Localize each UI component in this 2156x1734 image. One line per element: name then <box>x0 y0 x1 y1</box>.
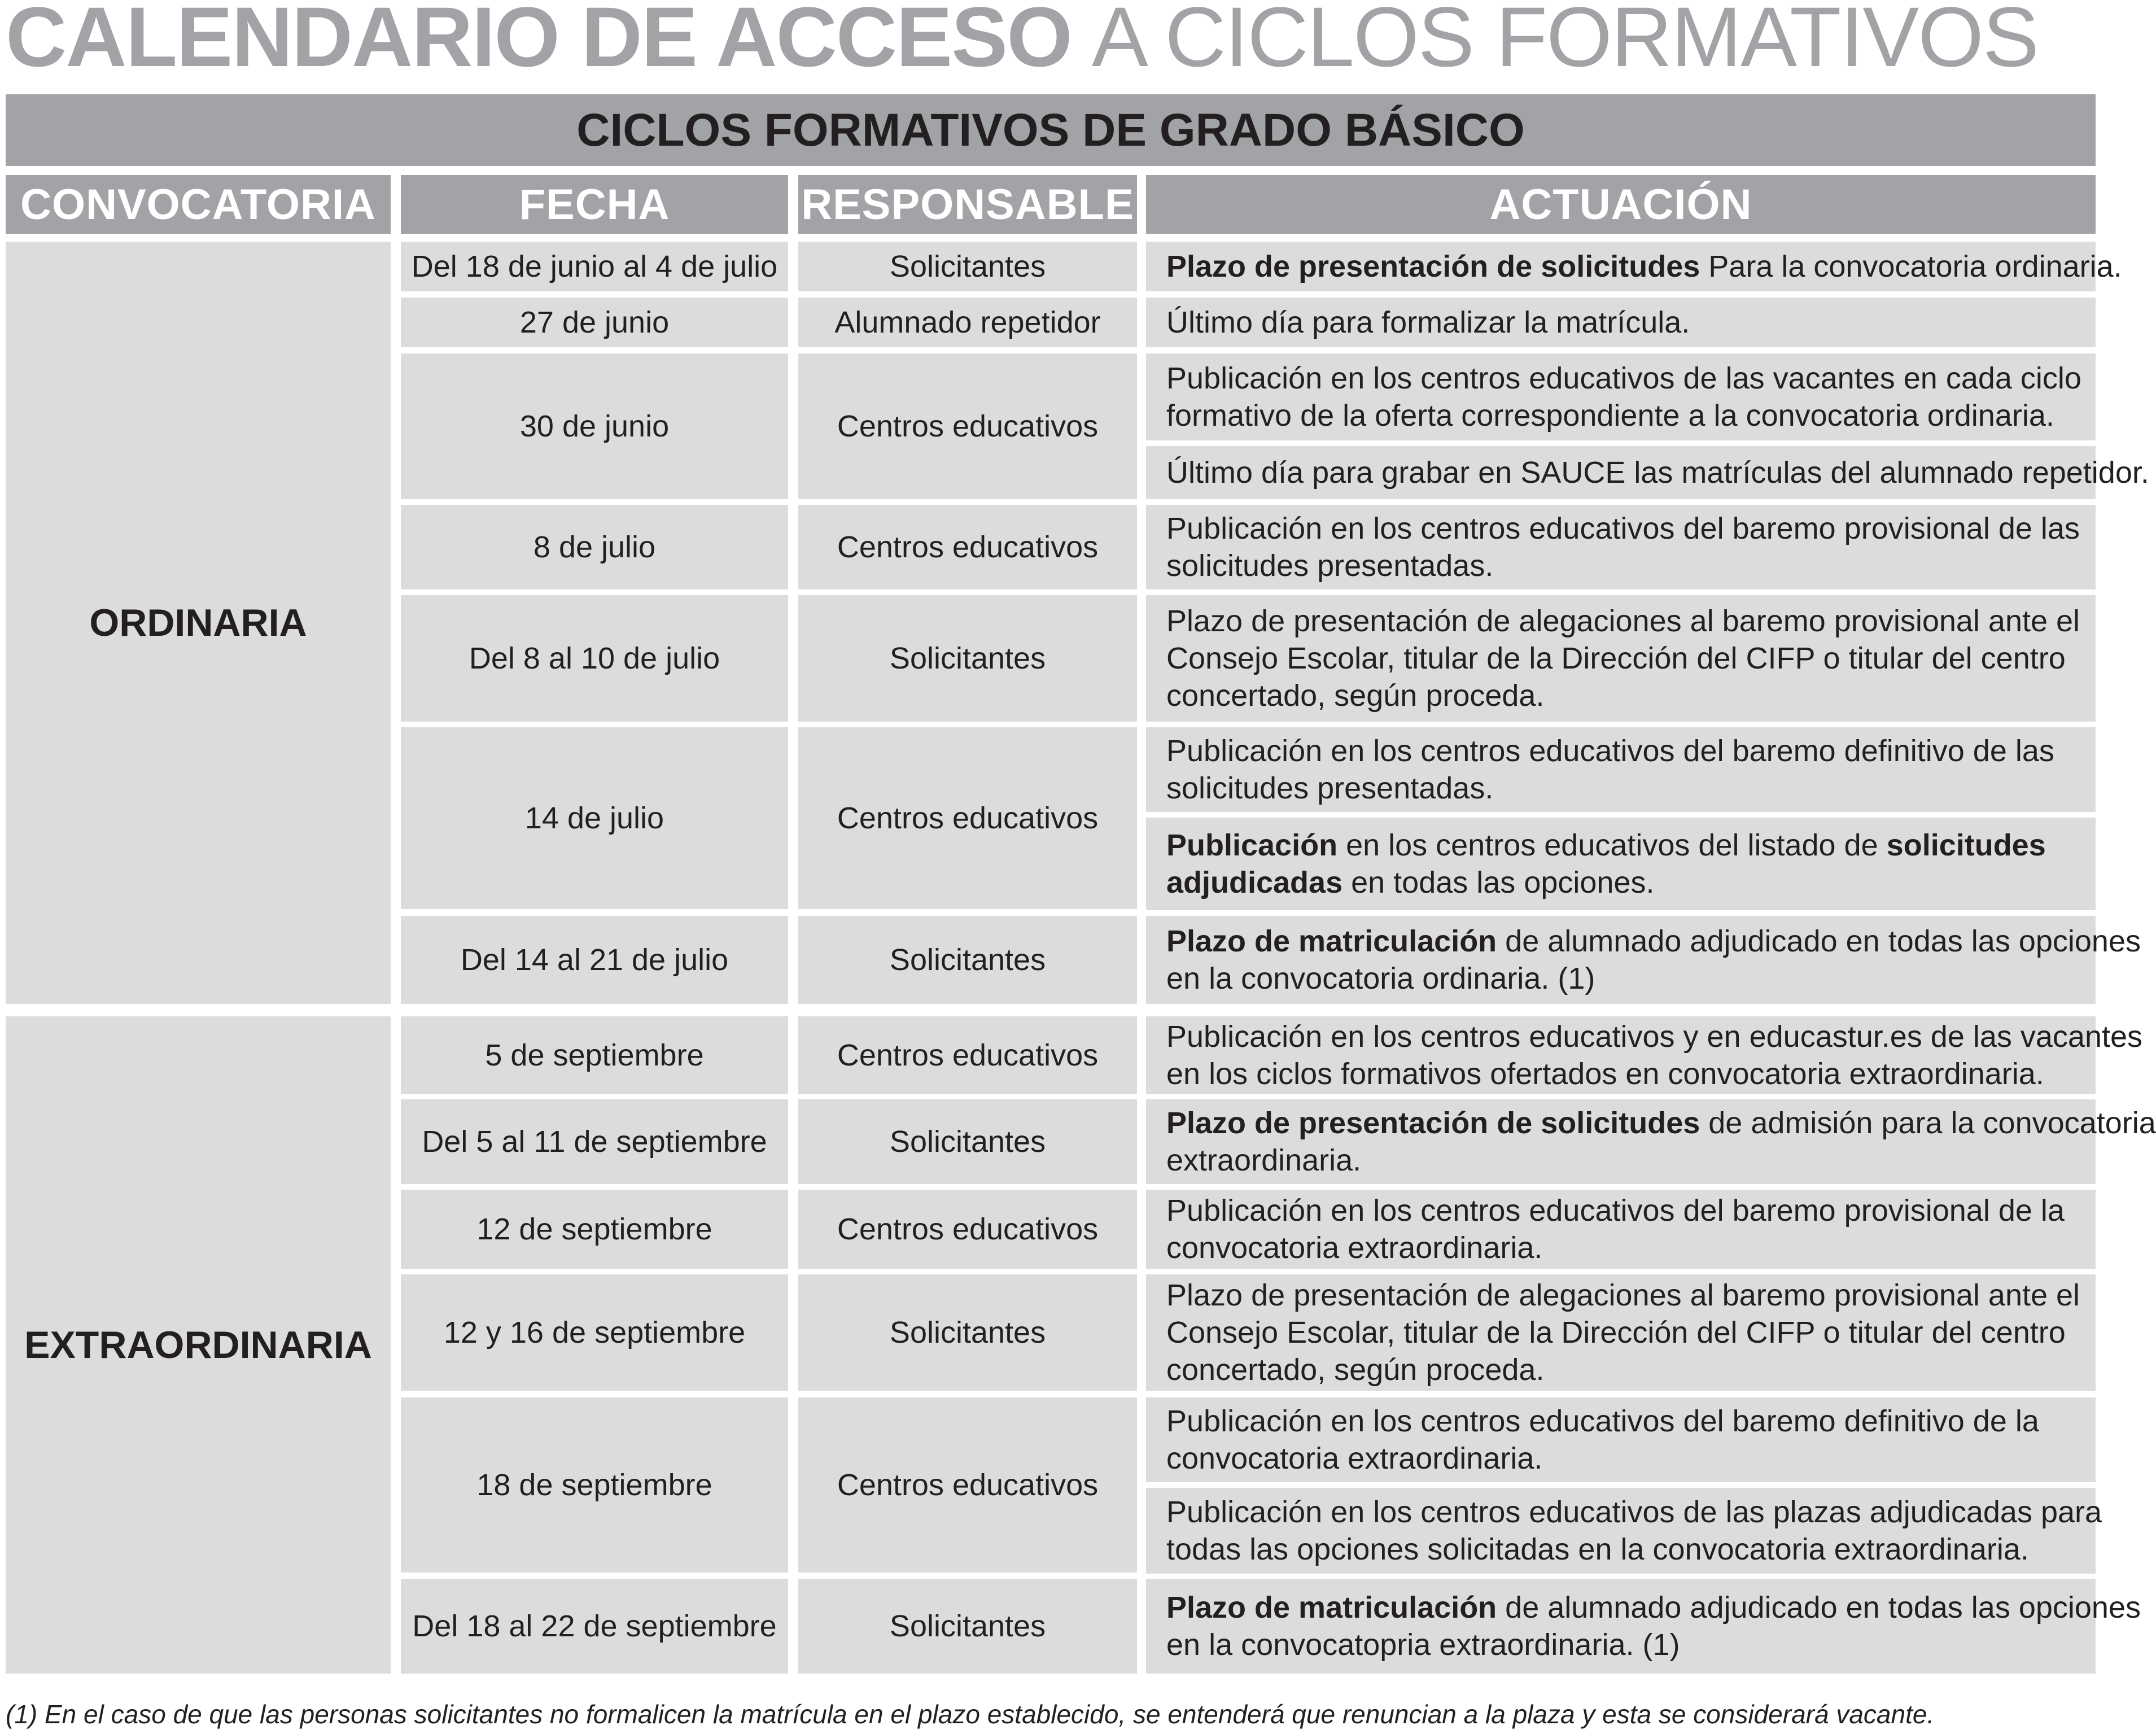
page-title <box>6 0 2039 84</box>
responsable-cell: Centros educativos <box>798 1016 1137 1094</box>
actuacion-cell: Plazo de presentación de solicitudes Para la convocatoria ordinaria. <box>1146 242 2096 291</box>
actuacion-cell: Plazo de presentación de alegaciones al baremo provisional ante el Consejo Escolar, titular de la Dirección del CIFP o titular del centro concertado, según proceda. <box>1146 1274 2096 1391</box>
fecha-cell: 18 de septiembre <box>401 1397 788 1573</box>
actuacion-cell: Plazo de matriculación de alumnado adjudicado en todas las opciones en la convocatoria ordinaria. (1) <box>1146 916 2096 1004</box>
fecha-cell: Del 18 al 22 de septiembre <box>401 1579 788 1674</box>
title-bold: CALENDARIO DE ACCESO <box>6 0 1072 84</box>
fecha-cell: 27 de junio <box>401 298 788 347</box>
section-banner: CICLOS FORMATIVOS DE GRADO BÁSICO <box>6 94 2096 166</box>
fecha-cell: Del 8 al 10 de julio <box>401 595 788 722</box>
responsable-cell: Solicitantes <box>798 916 1137 1004</box>
actuacion-cell: Publicación en los centros educativos del baremo definitivo de las solicitudes presentadas. <box>1146 727 2096 812</box>
actuacion-cell: Publicación en los centros educativos del baremo provisional de las solicitudes presentadas. <box>1146 505 2096 589</box>
fecha-cell: 5 de septiembre <box>401 1016 788 1094</box>
actuacion-cell: Publicación en los centros educativos del baremo provisional de la convocatoria extraordinaria. <box>1146 1190 2096 1269</box>
convocatoria-cell: ORDINARIA <box>6 242 391 1004</box>
responsable-cell: Centros educativos <box>798 353 1137 499</box>
responsable-cell: Solicitantes <box>798 242 1137 291</box>
responsable-cell: Solicitantes <box>798 1274 1137 1391</box>
convocatoria-cell: EXTRAORDINARIA <box>6 1016 391 1674</box>
actuacion-cell: Plazo de presentación de alegaciones al baremo provisional ante el Consejo Escolar, titular de la Dirección del CIFP o titular del centro concertado, según proceda. <box>1146 595 2096 722</box>
actuacion-cell: Publicación en los centros educativos del listado de solicitudes adjudicadas en todas las opciones. <box>1146 818 2096 910</box>
fecha-cell: Del 18 de junio al 4 de julio <box>401 242 788 291</box>
title-light: A CICLOS FORMATIVOS <box>1091 0 2039 84</box>
header-convocatoria: CONVOCATORIA <box>6 175 391 234</box>
actuacion-cell: Publicación en los centros educativos de las plazas adjudicadas para todas las opciones solicitadas en la convocatoria extraordinaria. <box>1146 1488 2096 1574</box>
fecha-cell: 12 y 16 de septiembre <box>401 1274 788 1391</box>
responsable-cell: Centros educativos <box>798 1190 1137 1269</box>
actuacion-cell: Último día para formalizar la matrícula. <box>1146 298 2096 347</box>
fecha-cell: 14 de julio <box>401 727 788 909</box>
responsable-cell: Centros educativos <box>798 1397 1137 1573</box>
actuacion-cell: Plazo de matriculación de alumnado adjudicado en todas las opciones en la convocatopria extraordinaria. (1) <box>1146 1579 2096 1674</box>
fecha-cell: 12 de septiembre <box>401 1190 788 1269</box>
fecha-cell: 30 de junio <box>401 353 788 499</box>
responsable-cell: Solicitantes <box>798 1579 1137 1674</box>
footnote: (1) En el caso de que las personas solicitantes no formalicen la matrícula en el plazo establecido, se entenderá que renuncian a la plaza y esta se considerará vacante. <box>6 1700 1935 1729</box>
fecha-cell: Del 14 al 21 de julio <box>401 916 788 1004</box>
actuacion-cell: Publicación en los centros educativos y en educastur.es de las vacantes en los ciclos formativos ofertados en convocatoria extraordinaria. <box>1146 1016 2096 1094</box>
responsable-cell: Solicitantes <box>798 595 1137 722</box>
responsable-cell: Solicitantes <box>798 1099 1137 1184</box>
responsable-cell: Centros educativos <box>798 727 1137 909</box>
fecha-cell: Del 5 al 11 de septiembre <box>401 1099 788 1184</box>
responsable-cell: Alumnado repetidor <box>798 298 1137 347</box>
actuacion-cell: Publicación en los centros educativos de las vacantes en cada ciclo formativo de la oferta correspondiente a la convocatoria ordinaria. <box>1146 353 2096 440</box>
actuacion-cell: Plazo de presentación de solicitudes de admisión para la convocatoria extraordinaria. <box>1146 1099 2096 1184</box>
header-fecha: FECHA <box>401 175 788 234</box>
fecha-cell: 8 de julio <box>401 505 788 589</box>
actuacion-cell: Publicación en los centros educativos del baremo definitivo de la convocatoria extraordinaria. <box>1146 1397 2096 1482</box>
responsable-cell: Centros educativos <box>798 505 1137 589</box>
header-actuacion: ACTUACIÓN <box>1146 175 2096 234</box>
header-responsable: RESPONSABLE <box>798 175 1137 234</box>
actuacion-cell: Último día para grabar en SAUCE las matrículas del alumnado repetidor. <box>1146 446 2096 499</box>
